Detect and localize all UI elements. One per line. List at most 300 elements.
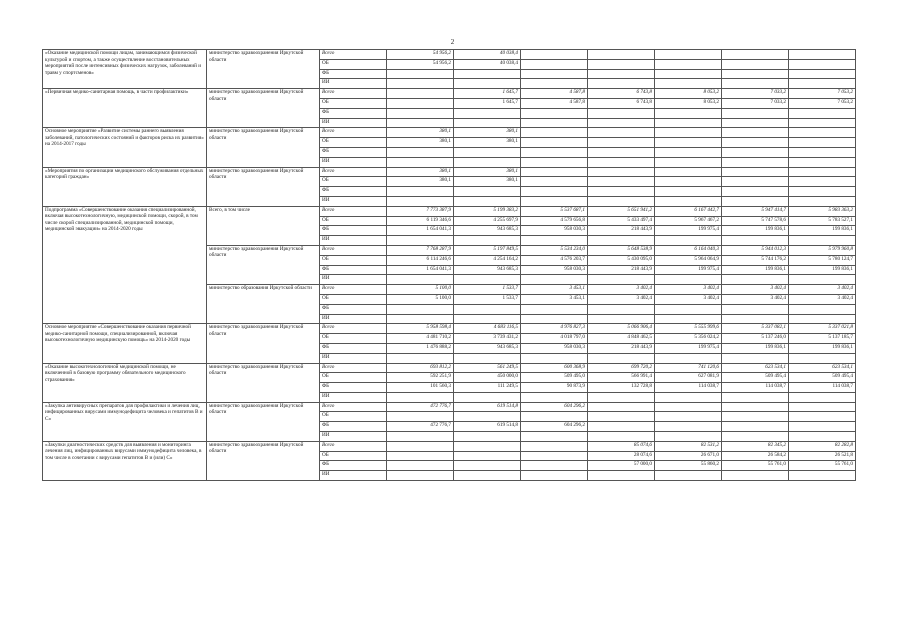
value-cell	[789, 412, 856, 422]
value-cell	[655, 50, 722, 60]
value-cell: 472 776,7	[387, 422, 454, 432]
value-cell	[521, 59, 588, 69]
value-cell	[655, 69, 722, 79]
value-cell: 40 038,4	[454, 59, 521, 69]
value-cell: 5 197 849,5	[454, 245, 521, 255]
value-cell: 26 584,2	[722, 451, 789, 461]
measure-name-cell: «Закупки диагностических средств для выявления и мониторинга лечения лиц, инфицированных вирусами иммунодефицита человека, в том числе в сочетании с вирусами гепатитов В и (или) С»	[43, 441, 207, 480]
value-cell	[789, 187, 856, 197]
value-cell: 943 685,3	[454, 226, 521, 236]
value-cell	[789, 402, 856, 412]
value-cell: 40 038,4	[454, 50, 521, 60]
table-row	[43, 167, 856, 177]
value-cell: 199 836,1	[722, 343, 789, 353]
value-cell: 111 249,5	[454, 383, 521, 393]
value-cell	[588, 275, 655, 285]
value-cell	[588, 304, 655, 314]
value-cell	[588, 353, 655, 363]
value-cell: 5 651 941,2	[588, 206, 655, 216]
value-cell: 5 066 906,4	[588, 324, 655, 334]
value-cell	[722, 422, 789, 432]
value-cell	[588, 412, 655, 422]
value-cell	[454, 147, 521, 157]
table-row	[43, 324, 856, 334]
value-cell: 509 495,0	[521, 373, 588, 383]
value-cell: 600 368,9	[521, 363, 588, 373]
value-cell	[789, 69, 856, 79]
value-cell: 509 495,4	[789, 373, 856, 383]
value-cell	[588, 177, 655, 187]
source-cell: ИИ	[320, 275, 387, 285]
value-cell: 619 514,8	[454, 402, 521, 412]
value-cell: 199 975,4	[655, 265, 722, 275]
value-cell: 380,1	[454, 138, 521, 148]
value-cell: 4 576 203,7	[521, 255, 588, 265]
value-cell: 199 975,4	[655, 226, 722, 236]
value-cell: 5 534 234,0	[521, 245, 588, 255]
value-cell: 5 100,0	[387, 294, 454, 304]
value-cell	[655, 108, 722, 118]
value-cell	[454, 392, 521, 402]
value-cell	[521, 314, 588, 324]
source-cell: ОБ	[320, 451, 387, 461]
value-cell: 450 000,0	[454, 373, 521, 383]
value-cell	[387, 441, 454, 451]
value-cell	[789, 108, 856, 118]
value-cell: 5 947 414,7	[722, 206, 789, 216]
value-cell: 7 053,2	[789, 89, 856, 99]
value-cell: 4 848 462,5	[588, 334, 655, 344]
value-cell: 5 783 527,1	[789, 216, 856, 226]
value-cell: 5 780 124,7	[789, 255, 856, 265]
value-cell: 472 776,7	[387, 402, 454, 412]
source-cell: Всего	[320, 285, 387, 295]
value-cell	[521, 177, 588, 187]
executor-cell: министерство здравоохранения Иркутской области	[207, 89, 320, 128]
value-cell	[454, 69, 521, 79]
value-cell	[454, 461, 521, 471]
value-cell	[722, 304, 789, 314]
source-cell: ОБ	[320, 373, 387, 383]
value-cell: 5 537 687,1	[521, 206, 588, 216]
source-cell: ФБ	[320, 343, 387, 353]
value-cell	[588, 314, 655, 324]
value-cell	[588, 432, 655, 442]
value-cell: 3 453,1	[521, 294, 588, 304]
value-cell	[588, 196, 655, 206]
source-cell: ИИ	[320, 118, 387, 128]
value-cell: 6 167 442,7	[655, 206, 722, 216]
value-cell: 380,1	[454, 128, 521, 138]
value-cell	[789, 118, 856, 128]
value-cell	[789, 59, 856, 69]
value-cell	[588, 471, 655, 481]
value-cell: 5 199 383,2	[454, 206, 521, 216]
value-cell: 114 038,7	[655, 383, 722, 393]
value-cell: 4 587,8	[521, 89, 588, 99]
value-cell	[521, 108, 588, 118]
value-cell	[655, 412, 722, 422]
value-cell	[722, 402, 789, 412]
value-cell	[655, 353, 722, 363]
value-cell	[655, 432, 722, 442]
value-cell: 623 534,1	[789, 363, 856, 373]
value-cell	[789, 422, 856, 432]
source-cell: ОБ	[320, 59, 387, 69]
value-cell	[789, 157, 856, 167]
value-cell	[454, 157, 521, 167]
value-cell	[387, 187, 454, 197]
value-cell: 380,1	[387, 177, 454, 187]
value-cell: 380,1	[454, 167, 521, 177]
value-cell	[588, 128, 655, 138]
value-cell	[789, 177, 856, 187]
value-cell	[722, 138, 789, 148]
value-cell	[521, 147, 588, 157]
value-cell: 4 579 656,8	[521, 216, 588, 226]
value-cell	[722, 128, 789, 138]
value-cell: 3 453,1	[521, 285, 588, 295]
value-cell	[521, 128, 588, 138]
value-cell: 82 282,8	[789, 441, 856, 451]
value-cell: 1 476 888,2	[387, 343, 454, 353]
value-cell: 5 430 095,0	[588, 255, 655, 265]
source-cell: Всего	[320, 89, 387, 99]
source-cell: ОБ	[320, 334, 387, 344]
table-row	[43, 128, 856, 138]
source-cell: ИИ	[320, 196, 387, 206]
value-cell	[789, 304, 856, 314]
value-cell: 958 030,3	[521, 226, 588, 236]
value-cell	[387, 412, 454, 422]
source-cell: ФБ	[320, 187, 387, 197]
source-cell: ФБ	[320, 383, 387, 393]
value-cell	[588, 392, 655, 402]
value-cell: 380,1	[387, 138, 454, 148]
source-cell: ФБ	[320, 304, 387, 314]
source-cell: ИИ	[320, 432, 387, 442]
value-cell	[588, 79, 655, 89]
value-cell	[454, 236, 521, 246]
executor-cell: министерство здравоохранения Иркутской области	[207, 324, 320, 363]
measure-name-cell: «Первичная медико-санитарная помощь, в части профилактики»	[43, 89, 207, 128]
value-cell: 604 296,2	[521, 422, 588, 432]
value-cell: 741 120,6	[655, 363, 722, 373]
value-cell: 1 654 041,3	[387, 226, 454, 236]
value-cell	[387, 471, 454, 481]
value-cell: 4 683 116,5	[454, 324, 521, 334]
value-cell: 1 533,7	[454, 294, 521, 304]
value-cell: 3 402,4	[789, 294, 856, 304]
value-cell: 4 255 697,9	[454, 216, 521, 226]
value-cell	[722, 147, 789, 157]
source-cell: Всего	[320, 206, 387, 216]
table-row	[43, 50, 856, 60]
value-cell: 54 956,2	[387, 59, 454, 69]
value-cell: 693 812,2	[387, 363, 454, 373]
executor-cell: министерство здравоохранения Иркутской области	[207, 245, 320, 284]
value-cell	[588, 187, 655, 197]
value-cell	[722, 167, 789, 177]
value-cell	[722, 187, 789, 197]
value-cell: 55 761,0	[789, 461, 856, 471]
value-cell	[387, 451, 454, 461]
value-cell	[588, 157, 655, 167]
source-cell: ОБ	[320, 98, 387, 108]
value-cell	[521, 138, 588, 148]
value-cell	[454, 187, 521, 197]
value-cell: 82 345,2	[722, 441, 789, 451]
value-cell	[454, 432, 521, 442]
value-cell	[387, 108, 454, 118]
value-cell	[655, 59, 722, 69]
value-cell: 5 100,0	[387, 285, 454, 295]
value-cell	[521, 432, 588, 442]
value-cell: 561 249,5	[454, 363, 521, 373]
value-cell: 90 873,9	[521, 383, 588, 393]
value-cell: 5 648 538,9	[588, 245, 655, 255]
value-cell	[722, 432, 789, 442]
value-cell: 3 402,4	[722, 285, 789, 295]
value-cell: 380,1	[387, 128, 454, 138]
value-cell	[789, 50, 856, 60]
value-cell	[454, 108, 521, 118]
value-cell: 1 533,7	[454, 285, 521, 295]
measure-name-cell: Основное мероприятие «Совершенствование оказания первичной медико-санитарной помощи, специализированной, включая высокотехнологичную медицинскую помощь» на 2014-2020 годы	[43, 324, 207, 363]
value-cell: 57 000,0	[588, 461, 655, 471]
value-cell	[789, 196, 856, 206]
value-cell	[655, 79, 722, 89]
value-cell: 28 074,6	[588, 451, 655, 461]
value-cell	[588, 108, 655, 118]
value-cell: 699 720,2	[588, 363, 655, 373]
value-cell: 8 053,2	[655, 89, 722, 99]
value-cell	[521, 353, 588, 363]
value-cell: 5 356 024,2	[655, 334, 722, 344]
measure-name-cell: «Оказание высокотехнологичной медицинской помощи, не включенной в базовую программу обязательного медицинского страхования»	[43, 363, 207, 402]
value-cell	[655, 392, 722, 402]
measure-name-cell: «Оказание медицинской помощи лицам, занимающимся физической культурой и спортом, а также осуществление восстановительных мероприятий после интенсивных физических нагрузок, заболеваний и травм у спортсменов»	[43, 50, 207, 89]
value-cell	[655, 138, 722, 148]
value-cell	[521, 471, 588, 481]
value-cell: 199 975,4	[655, 343, 722, 353]
value-cell	[722, 59, 789, 69]
value-cell	[588, 422, 655, 432]
value-cell: 3 402,4	[722, 294, 789, 304]
value-cell	[387, 275, 454, 285]
measure-name-cell: Основное мероприятие «Развитие системы раннего выявления заболеваний, патологических состояний и факторов риска их развития» на 2014-2017 годы	[43, 128, 207, 167]
executor-cell: министерство здравоохранения Иркутской области	[207, 167, 320, 206]
value-cell: 509 495,4	[722, 373, 789, 383]
value-cell	[387, 392, 454, 402]
value-cell	[789, 128, 856, 138]
value-cell: 5 747 578,6	[722, 216, 789, 226]
source-cell: ФБ	[320, 422, 387, 432]
value-cell	[655, 471, 722, 481]
value-cell	[588, 402, 655, 412]
value-cell	[722, 236, 789, 246]
value-cell: 54 956,2	[387, 50, 454, 60]
value-cell	[454, 441, 521, 451]
source-cell: ФБ	[320, 147, 387, 157]
source-cell: ОБ	[320, 255, 387, 265]
value-cell	[722, 69, 789, 79]
value-cell	[387, 353, 454, 363]
value-cell: 4 254 164,2	[454, 255, 521, 265]
source-cell: ОБ	[320, 412, 387, 422]
value-cell: 8 053,2	[655, 98, 722, 108]
value-cell: 1 645,7	[454, 98, 521, 108]
value-cell: 604 296,2	[521, 402, 588, 412]
value-cell: 1 645,7	[454, 89, 521, 99]
value-cell: 4 481 710,2	[387, 334, 454, 344]
value-cell	[521, 50, 588, 60]
value-cell: 1 654 041,3	[387, 265, 454, 275]
source-cell: ОБ	[320, 216, 387, 226]
value-cell	[521, 69, 588, 79]
value-cell	[655, 275, 722, 285]
value-cell: 55 761,0	[722, 461, 789, 471]
table-row	[43, 441, 856, 451]
measure-name-cell: Подпрограмма «Совершенствование оказания специализированной, включая высокотехнологичную, медицинской помощи, скорой, в том числе скорой специализированной, медицинской помощи, медицинской эвакуации» на 2014-2020 годы	[43, 206, 207, 324]
value-cell	[722, 177, 789, 187]
value-cell	[387, 236, 454, 246]
value-cell	[789, 236, 856, 246]
value-cell	[655, 236, 722, 246]
value-cell	[588, 147, 655, 157]
value-cell: 218 443,9	[588, 343, 655, 353]
value-cell	[789, 392, 856, 402]
value-cell: 26 671,0	[655, 451, 722, 461]
value-cell	[722, 275, 789, 285]
value-cell	[521, 118, 588, 128]
source-cell: ИИ	[320, 392, 387, 402]
value-cell	[521, 304, 588, 314]
value-cell	[789, 471, 856, 481]
value-cell: 199 836,1	[789, 343, 856, 353]
value-cell: 5 555 999,6	[655, 324, 722, 334]
value-cell: 5 979 960,8	[789, 245, 856, 255]
source-cell: ОБ	[320, 294, 387, 304]
value-cell: 85 074,6	[588, 441, 655, 451]
source-cell: ФБ	[320, 265, 387, 275]
value-cell	[722, 412, 789, 422]
value-cell	[588, 138, 655, 148]
value-cell: 218 443,9	[588, 265, 655, 275]
value-cell: 5 337 021,8	[789, 324, 856, 334]
executor-cell: министерство здравоохранения Иркутской области	[207, 441, 320, 480]
value-cell: 6 114 246,6	[387, 255, 454, 265]
source-cell: Всего	[320, 363, 387, 373]
value-cell: 566 991,4	[588, 373, 655, 383]
value-cell	[722, 50, 789, 60]
value-cell	[789, 79, 856, 89]
value-cell: 592 251,9	[387, 373, 454, 383]
value-cell: 5 967 467,2	[655, 216, 722, 226]
value-cell	[521, 441, 588, 451]
value-cell	[722, 118, 789, 128]
value-cell	[655, 118, 722, 128]
value-cell: 5 433 497,4	[588, 216, 655, 226]
value-cell	[387, 196, 454, 206]
value-cell: 6 743,8	[588, 98, 655, 108]
value-cell	[387, 118, 454, 128]
value-cell: 5 137 185,7	[789, 334, 856, 344]
value-cell	[588, 236, 655, 246]
measure-name-cell: «Закупка антивирусных препаратов для профилактики и лечения лиц, инфицированных вирусами иммунодефицита человека и гепатитов В и С»	[43, 402, 207, 441]
value-cell	[655, 157, 722, 167]
source-cell: Всего	[320, 50, 387, 60]
value-cell: 26 521,8	[789, 451, 856, 461]
value-cell: 5 944 012,3	[722, 245, 789, 255]
value-cell	[521, 275, 588, 285]
source-cell: Всего	[320, 167, 387, 177]
value-cell	[454, 118, 521, 128]
value-cell: 3 402,4	[655, 294, 722, 304]
value-cell	[655, 128, 722, 138]
value-cell	[789, 353, 856, 363]
value-cell: 5 337 082,1	[722, 324, 789, 334]
value-cell: 5 964 064,9	[655, 255, 722, 265]
value-cell	[387, 69, 454, 79]
value-cell: 6 119 346,6	[387, 216, 454, 226]
source-cell: ИИ	[320, 236, 387, 246]
value-cell	[655, 314, 722, 324]
value-cell: 627 081,9	[655, 373, 722, 383]
value-cell: 5 744 176,2	[722, 255, 789, 265]
source-cell: Всего	[320, 441, 387, 451]
value-cell	[655, 402, 722, 412]
source-cell: ОБ	[320, 177, 387, 187]
value-cell: 6 743,8	[588, 89, 655, 99]
executor-cell: министерство здравоохранения Иркутской области	[207, 363, 320, 402]
value-cell	[521, 196, 588, 206]
executor-cell: Всего, в том числе	[207, 206, 320, 245]
source-cell: Всего	[320, 324, 387, 334]
value-cell: 5 958 598,4	[387, 324, 454, 334]
value-cell: 199 836,1	[789, 226, 856, 236]
value-cell: 6 164 040,3	[655, 245, 722, 255]
value-cell	[521, 392, 588, 402]
value-cell: 943 685,3	[454, 343, 521, 353]
value-cell	[387, 157, 454, 167]
value-cell: 7 773 387,9	[387, 206, 454, 216]
value-cell	[387, 147, 454, 157]
value-cell	[722, 314, 789, 324]
executor-cell: министерство здравоохранения Иркутской области	[207, 50, 320, 89]
value-cell	[521, 236, 588, 246]
value-cell: 623 534,1	[722, 363, 789, 373]
value-cell	[521, 157, 588, 167]
value-cell	[454, 412, 521, 422]
value-cell: 4 587,8	[521, 98, 588, 108]
value-cell	[454, 314, 521, 324]
value-cell: 199 836,1	[722, 226, 789, 236]
value-cell	[722, 108, 789, 118]
value-cell	[454, 304, 521, 314]
value-cell	[789, 314, 856, 324]
value-cell: 380,1	[454, 177, 521, 187]
measure-name-cell: «Мероприятия по организации медицинского обслуживания отдельных категорий граждан»	[43, 167, 207, 206]
value-cell	[387, 98, 454, 108]
value-cell: 114 038,7	[722, 383, 789, 393]
value-cell: 7 053,2	[789, 98, 856, 108]
source-cell: ИИ	[320, 79, 387, 89]
value-cell	[655, 422, 722, 432]
value-cell	[789, 147, 856, 157]
value-cell	[454, 196, 521, 206]
source-cell: Всего	[320, 128, 387, 138]
